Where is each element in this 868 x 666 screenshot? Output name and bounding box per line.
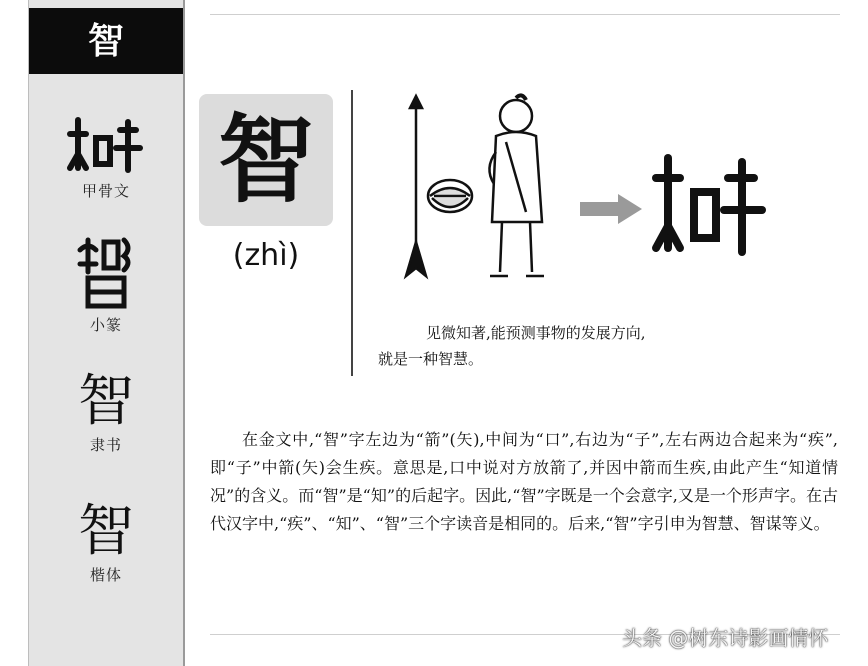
oracle-bone-label: 甲骨文	[81, 182, 130, 200]
main-char: 智	[218, 103, 314, 216]
small-seal-glyph	[29, 232, 183, 312]
small-seal-label: 小篆	[89, 316, 122, 334]
form-oracle-bone	[29, 112, 183, 201]
illustration-caption	[378, 320, 798, 372]
watermark: 头条 @树东诗影画情怀	[622, 626, 829, 650]
pinyin: (zhì)	[232, 238, 300, 273]
form-regular	[29, 499, 183, 585]
regular-glyph: 智	[78, 499, 134, 564]
illustration-arrow-mouth-child	[390, 92, 570, 292]
form-small-seal	[29, 232, 183, 335]
caption-line-2: 就是一种智慧。	[378, 350, 484, 368]
sidebar-header-char: 智	[29, 8, 183, 74]
script-forms-sidebar	[28, 0, 185, 666]
right-arrow-icon	[578, 192, 644, 226]
vertical-divider	[351, 90, 353, 376]
form-clerical	[29, 369, 183, 455]
explanation-paragraph: 在金文中,“智”字左边为“箭”(矢),中间为“口”,右边为“子”,左右两边合起来为“疾”,即“子”中箭(矢)会生疾。意思是,口中说对方放箭了,并因中箭而生疾,由此产生“知道情况”的含义。而“智”是“知”的后起字。因此,“智”字既是一个会意字,又是一个形声字。在古代汉字中,“疾”、“知”、“智”三个字读音是相同的。后来,“智”字引申为智慧、智谋等义。	[210, 430, 838, 533]
oracle-bone-glyph-large	[650, 148, 770, 258]
caption-line-1: 见微知著,能预测事物的发展方向,	[426, 324, 646, 342]
clerical-label: 隶书	[89, 436, 122, 454]
clerical-glyph: 智	[78, 369, 134, 434]
oracle-bone-glyph	[29, 112, 183, 178]
main-char-box	[199, 94, 333, 226]
top-divider	[210, 14, 840, 15]
regular-label: 楷体	[89, 566, 122, 584]
